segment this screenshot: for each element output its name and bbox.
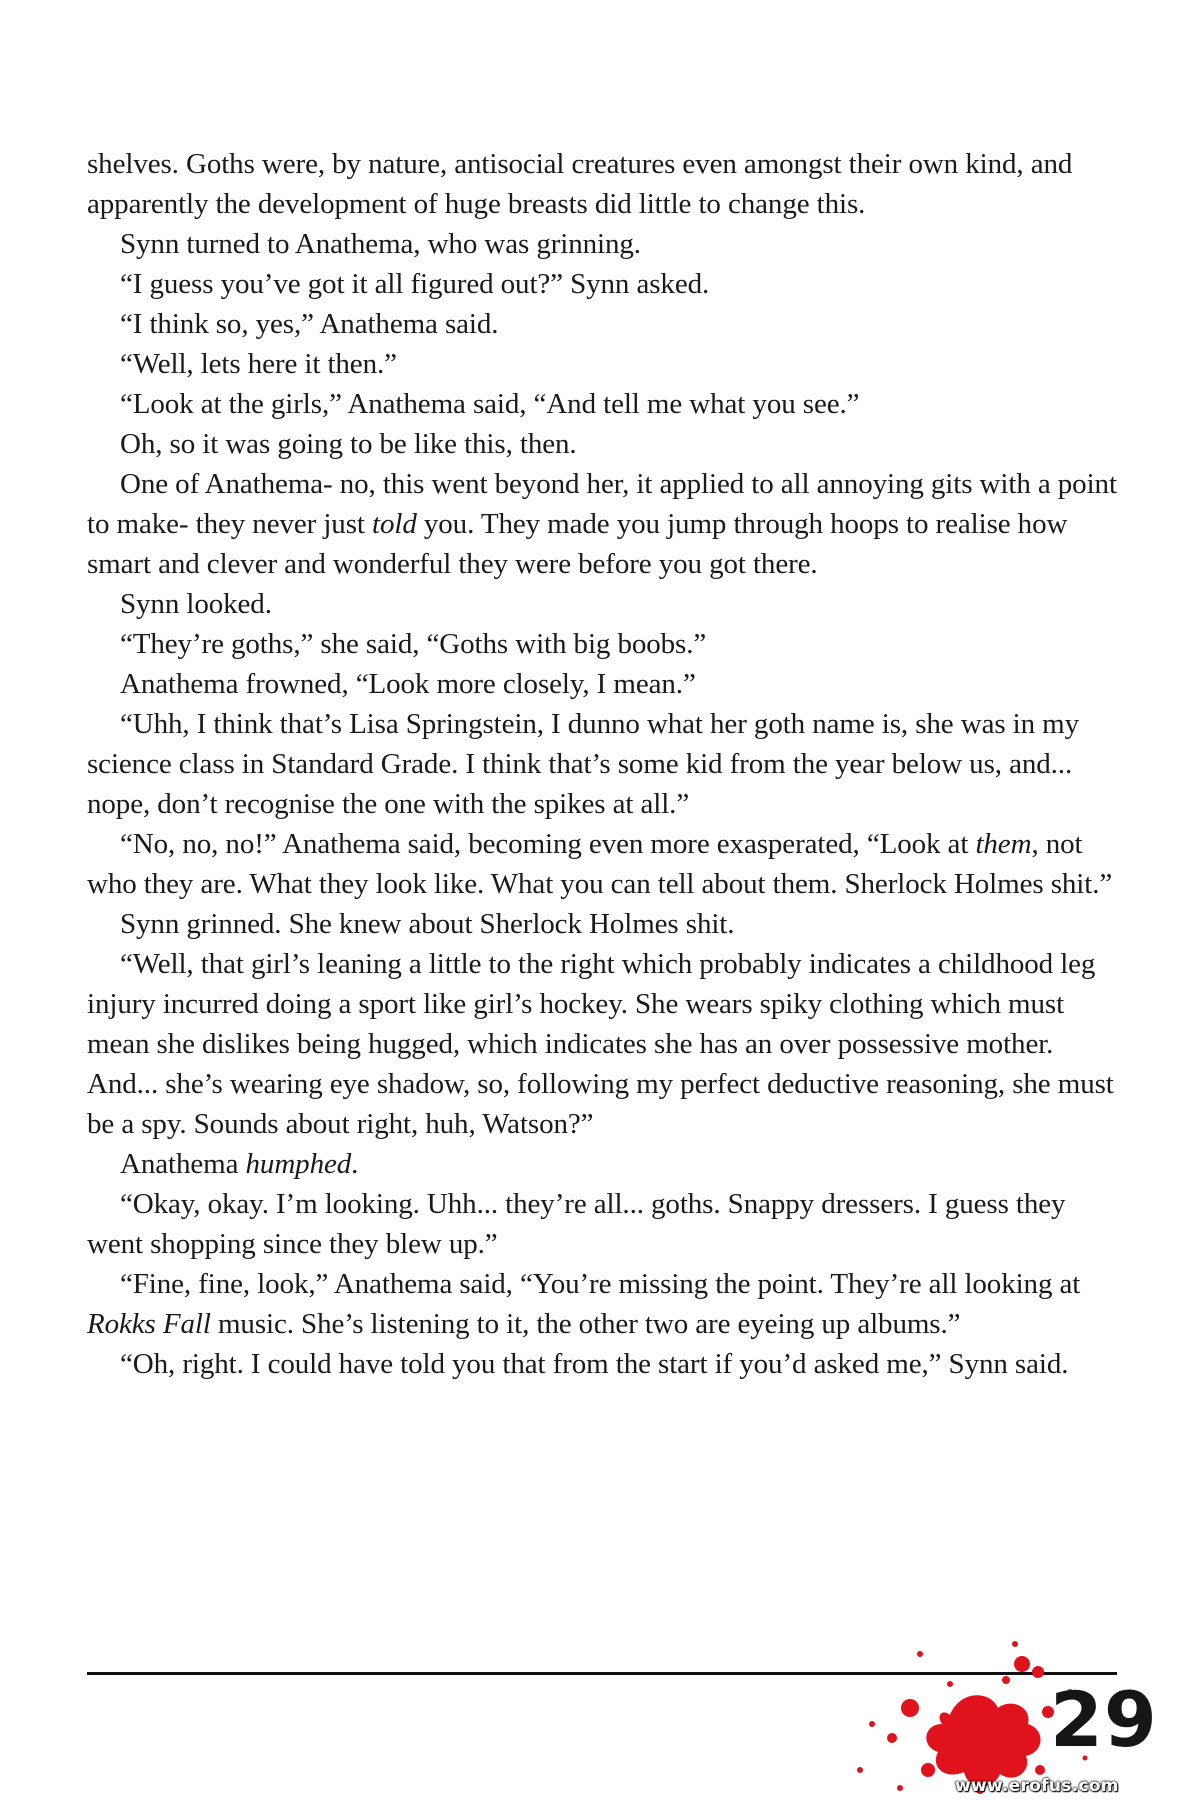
paragraph (87, 1264, 1127, 1344)
text-run: “They’re goths,” she said, “Goths with big boobs.” (120, 628, 707, 660)
text-run: “Okay, okay. I’m looking. Uhh... they’re all... goths. Snappy dressers. I guess they went shopping since they blew up.” (87, 1188, 1066, 1260)
italic-text: Rokks Fall (87, 1308, 211, 1340)
text-run: Synn grinned. She knew about Sherlock Holmes shit. (120, 908, 735, 940)
text-run: Synn turned to Anathema, who was grinning. (120, 228, 641, 260)
text-run: Synn looked. (120, 588, 272, 620)
italic-text: humphed (245, 1148, 352, 1180)
paragraph (87, 664, 1127, 704)
text-run: Anathema (120, 1148, 246, 1180)
paragraph (87, 584, 1127, 624)
text-run: Oh, so it was going to be like this, then. (120, 428, 577, 460)
paragraph (87, 424, 1127, 464)
text-run: you. They made you jump through hoops to realise how smart and clever and wonderful they were before you got there. (87, 508, 1068, 580)
paragraph (87, 1144, 1127, 1184)
italic-text: them (975, 828, 1032, 860)
paragraph (87, 944, 1127, 1144)
italic-text: told (372, 508, 417, 540)
text-run: “Well, lets here it then.” (120, 348, 397, 380)
text-run: music. She’s listening to it, the other two are eyeing up albums.” (210, 1308, 961, 1340)
paragraph (87, 704, 1127, 824)
page-text-body (87, 144, 1127, 1384)
paragraph (87, 904, 1127, 944)
text-run: shelves. Goths were, by nature, antisocial creatures even amongst their own kind, and apparently the development of huge breasts did little to change this. (87, 148, 1073, 220)
text-run: “Look at the girls,” Anathema said, “And tell me what you see.” (120, 388, 860, 420)
paragraph (87, 824, 1127, 904)
text-run: “Uhh, I think that’s Lisa Springstein, I dunno what her goth name is, she was in my science class in Standard Grade. I think that’s some kid from the year below us, and... nope, don’t recognise the one with the spikes at all.” (87, 708, 1080, 820)
watermark-text: www.erofus.com (955, 1776, 1119, 1796)
paragraph (87, 464, 1127, 584)
paragraph (87, 1344, 1127, 1384)
page-number: 29 (1050, 1675, 1158, 1764)
paragraph (87, 144, 1127, 224)
text-run: “I guess you’ve got it all figured out?” Synn asked. (120, 268, 710, 300)
paragraph (87, 344, 1127, 384)
paragraph (87, 264, 1127, 304)
paragraph (87, 384, 1127, 424)
text-run: . (351, 1148, 359, 1180)
text-run: “Well, that girl’s leaning a little to the right which probably indicates a childhood leg injury incurred doing a sport like girl’s hockey. She wears spiky clothing which must mean she dislikes being hugged, which indicates she has an over possessive mother. And... she’s wearing eye shadow, so, following my perfect deductive reasoning, she must be a spy. Sounds about right, huh, Watson?” (87, 948, 1114, 1140)
text-run: “Fine, fine, look,” Anathema said, “You’re missing the point. They’re all looking at (120, 1268, 1081, 1300)
text-run: One of Anathema- no, this went beyond her, it applied to all annoying gits with a point to make- they never just (87, 468, 1117, 540)
paragraph (87, 304, 1127, 344)
text-run: “Oh, right. I could have told you that from the start if you’d asked me,” Synn said. (120, 1348, 1069, 1380)
paragraph (87, 224, 1127, 264)
text-run: Anathema frowned, “Look more closely, I mean.” (120, 668, 696, 700)
text-run: , not who they are. What they look like. What you can tell about them. Sherlock Holmes shit.” (87, 828, 1113, 900)
paragraph (87, 1184, 1127, 1264)
paragraph (87, 624, 1127, 664)
text-run: “No, no, no!” Anathema said, becoming even more exasperated, “Look at (120, 828, 976, 860)
text-run: “I think so, yes,” Anathema said. (120, 308, 499, 340)
